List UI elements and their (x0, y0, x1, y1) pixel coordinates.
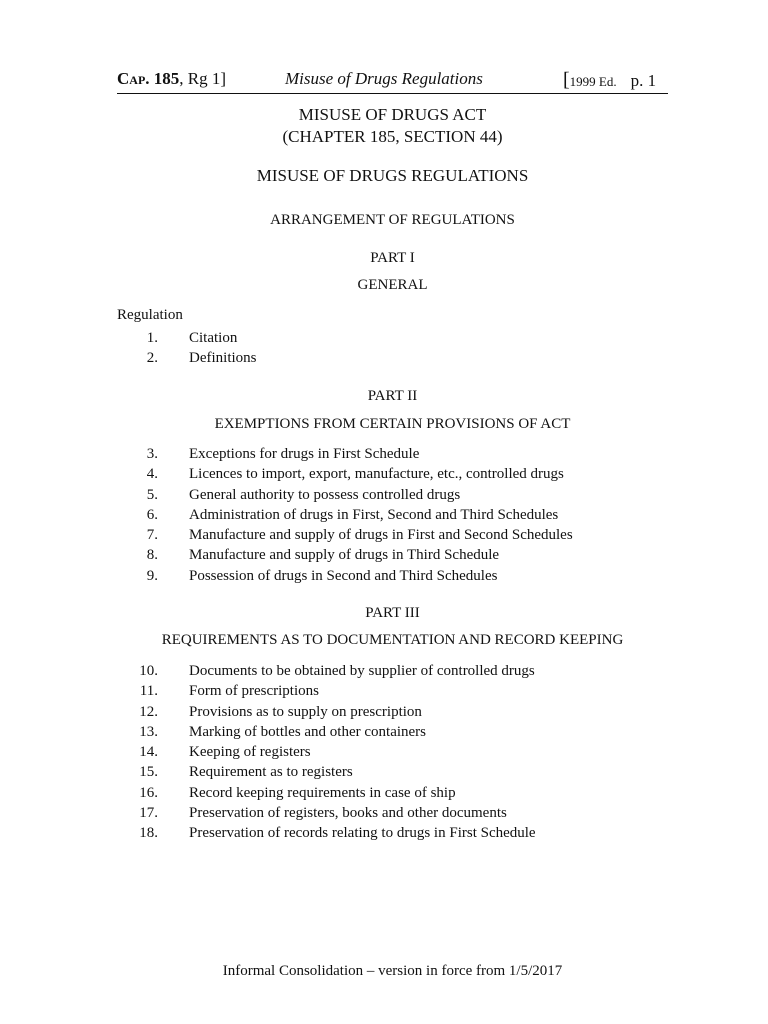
part-heading: PART I (370, 250, 415, 266)
regulation-number: 9. (146, 567, 158, 584)
list-item (117, 762, 668, 782)
edition-bracket: [ (563, 69, 570, 91)
regulations-title: MISUSE OF DRUGS REGULATIONS (256, 166, 529, 185)
regulation-list-part-2 (117, 444, 668, 586)
list-item (117, 803, 668, 823)
regulation-number: 11. (139, 683, 158, 700)
regulation-list-part-3 (117, 661, 668, 844)
regulation-title: Form of prescriptions (189, 683, 319, 700)
list-item (117, 661, 668, 681)
regulation-number: 6. (146, 506, 158, 523)
list-item (117, 823, 668, 843)
regulation-number: 12. (139, 703, 158, 720)
regulation-title: Record keeping requirements in case of ship (189, 784, 456, 801)
regulation-number: 13. (139, 723, 158, 740)
header-title: Misuse of Drugs Regulations (285, 69, 483, 88)
chapter-suffix: , Rg 1] (179, 69, 227, 88)
regulation-column-label: Regulation (117, 307, 183, 323)
regulation-title: Marking of bottles and other containers (189, 723, 427, 740)
running-header (117, 67, 668, 94)
edition-year: 1999 Ed. (569, 74, 617, 89)
list-item (117, 783, 668, 803)
regulation-number: 15. (139, 764, 158, 781)
list-item (117, 681, 668, 701)
chapter-number: 185 (153, 69, 180, 88)
regulation-title: Manufacture and supply of drugs in Third Schedule (189, 547, 500, 564)
regulation-title: Administration of drugs in First, Second and Third Schedules (189, 506, 559, 523)
regulation-number: 1. (146, 330, 158, 346)
consolidation-footer: Informal Consolidation – version in force from 1/5/2017 (222, 963, 563, 979)
page-number: p. 1 (630, 71, 657, 90)
act-chapter: (CHAPTER 185, SECTION 44) (282, 127, 503, 146)
regulation-number: 7. (146, 527, 158, 544)
list-item (117, 525, 668, 545)
list-item (117, 545, 668, 565)
part-title: REQUIREMENTS AS TO DOCUMENTATION AND RECORD KEEPING (161, 632, 624, 648)
part-heading: PART III (365, 605, 420, 621)
list-item (117, 505, 668, 525)
arrangement-heading: ARRANGEMENT OF REGULATIONS (270, 212, 515, 228)
edition-info (563, 69, 656, 92)
part-title: GENERAL (357, 277, 428, 293)
regulation-title: Requirement as to registers (189, 764, 353, 781)
regulation-number: 8. (146, 547, 158, 564)
regulation-title: Provisions as to supply on prescription (189, 703, 422, 720)
regulation-title: Definitions (189, 350, 257, 367)
regulation-title: Exceptions for drugs in First Schedule (189, 446, 420, 462)
regulation-number: 18. (139, 825, 158, 842)
list-item (117, 702, 668, 722)
regulation-number: 17. (139, 805, 158, 822)
regulation-title: Preservation of registers, books and other documents (189, 805, 507, 822)
regulation-number: 14. (139, 744, 158, 761)
chapter-reference (117, 69, 226, 89)
regulation-title: Preservation of records relating to drugs in First Schedule (189, 825, 536, 842)
list-item (117, 485, 668, 505)
list-item (117, 722, 668, 742)
regulation-title: Citation (189, 330, 238, 346)
regulation-title: Possession of drugs in Second and Third Schedules (189, 567, 498, 584)
regulation-title: Licences to import, export, manufacture, etc., controlled drugs (189, 466, 564, 483)
list-item (117, 566, 668, 586)
list-item (117, 464, 668, 484)
regulation-number: 3. (146, 446, 158, 462)
part-heading: PART II (367, 388, 418, 404)
list-item (117, 328, 668, 348)
part-title: EXEMPTIONS FROM CERTAIN PROVISIONS OF ACT (214, 416, 571, 432)
regulation-number: 4. (146, 466, 158, 483)
chapter-label: Cap. (117, 69, 150, 88)
list-item (117, 742, 668, 762)
regulation-number: 5. (146, 486, 158, 503)
regulation-title: Keeping of registers (189, 744, 311, 761)
list-item (117, 348, 668, 368)
regulation-title: Documents to be obtained by supplier of controlled drugs (189, 663, 535, 679)
list-item (117, 444, 668, 464)
regulation-number: 10. (139, 663, 158, 679)
regulation-list-part-1 (117, 328, 668, 369)
act-title: MISUSE OF DRUGS ACT (298, 105, 487, 124)
regulation-number: 2. (146, 350, 158, 367)
regulation-title: General authority to possess controlled drugs (189, 486, 461, 503)
regulation-number: 16. (139, 784, 158, 801)
regulation-title: Manufacture and supply of drugs in First and Second Schedules (189, 527, 573, 544)
